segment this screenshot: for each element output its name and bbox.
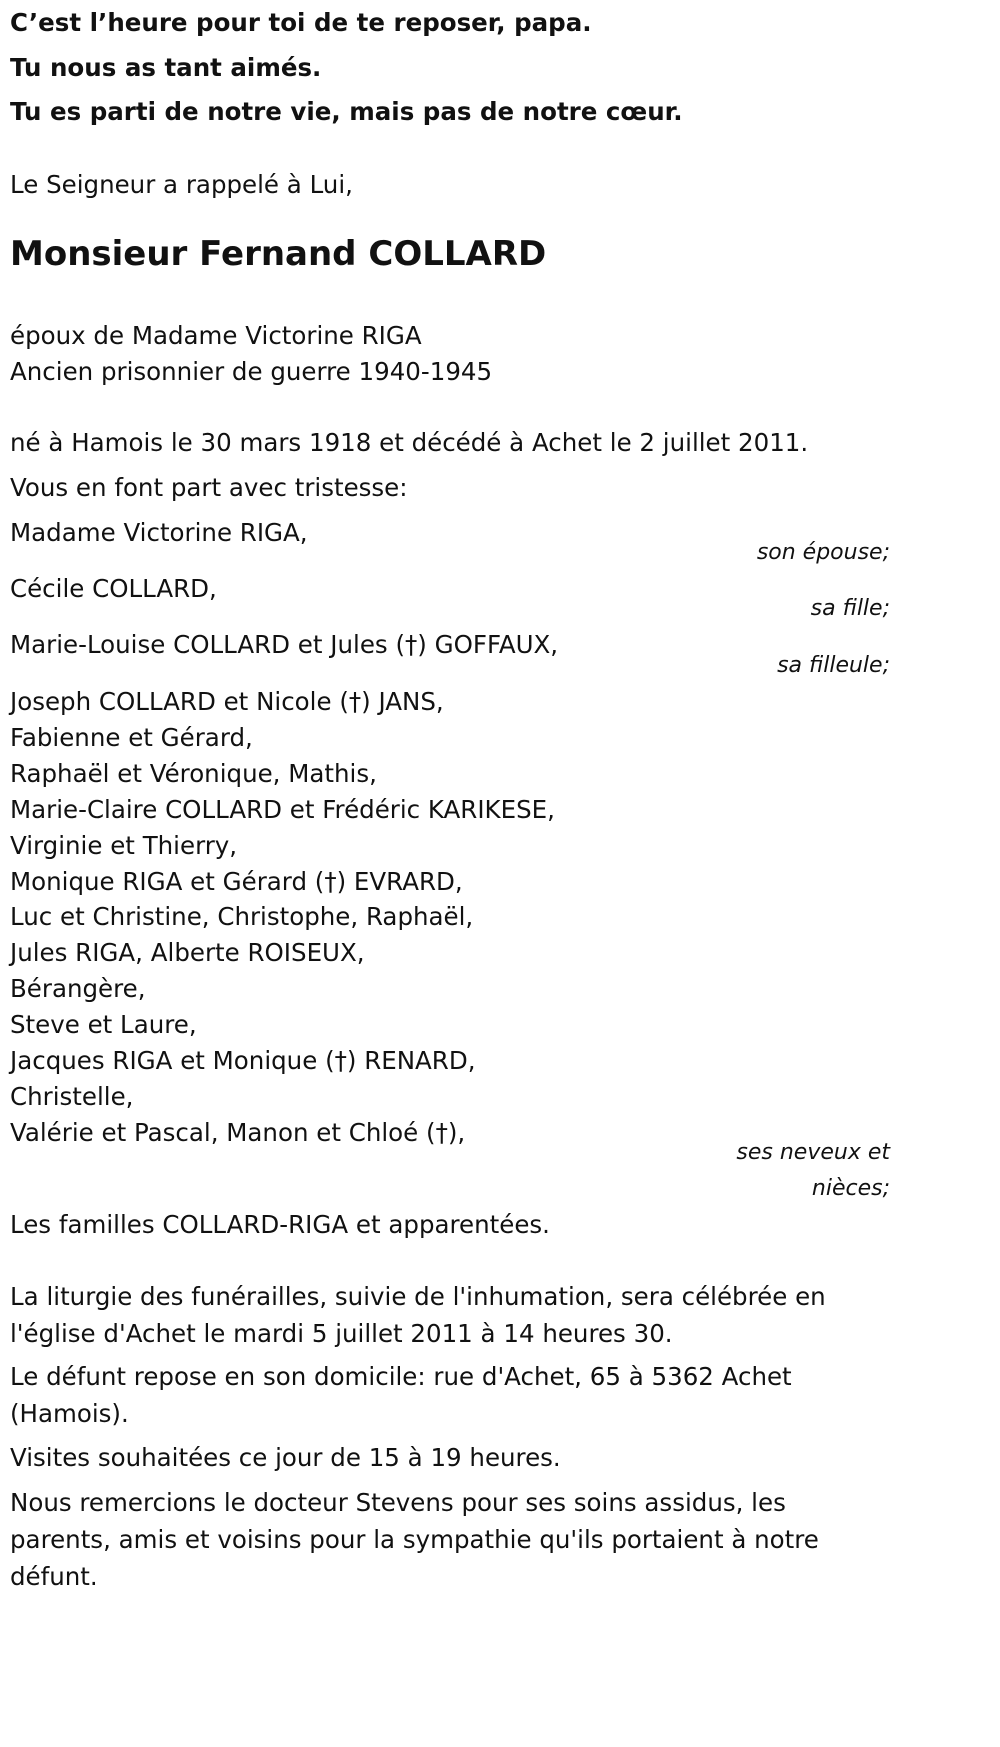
- nephew-line: Christelle,: [10, 1082, 134, 1111]
- nephew-line: Steve et Laure,: [10, 1010, 197, 1039]
- verse-line-1: C’est l’heure pour toi de te reposer, papa.: [10, 8, 592, 37]
- announce-text: Vous en font part avec tristesse:: [10, 473, 408, 502]
- nephew-line: Jules RIGA, Alberte ROISEUX,: [10, 938, 365, 967]
- nephew-line: Jacques RIGA et Monique (†) RENARD,: [10, 1046, 476, 1075]
- nephew-line: Luc et Christine, Christophe, Raphaël,: [10, 902, 474, 931]
- nephews-role-2: nièces;: [811, 1176, 890, 1201]
- daughter-name: Cécile COLLARD,: [10, 574, 217, 603]
- nephew-line: Monique RIGA et Gérard (†) EVRARD,: [10, 867, 463, 896]
- nephews-role-1: ses neveux et: [736, 1140, 890, 1165]
- verse-line-2: Tu nous as tant aimés.: [10, 53, 322, 82]
- visits-text: Visites souhaitées ce jour de 15 à 19 heures.: [10, 1443, 561, 1472]
- detail-prisoner: Ancien prisonnier de guerre 1940-1945: [10, 357, 493, 386]
- nephew-line: Raphaël et Véronique, Mathis,: [10, 759, 377, 788]
- funeral-text: La liturgie des funérailles, suivie de l'inhumation, sera célébrée en l'église d'Achet le mardi 5 juillet 2011 à 14 heures 30.: [10, 1282, 826, 1348]
- thanks-text: Nous remercions le docteur Stevens pour ses soins assidus, les parents, amis et voisins pour la sympathie qu'ils portaient à notre défunt.: [10, 1488, 819, 1591]
- families-text: Les familles COLLARD-RIGA et apparentées.: [10, 1210, 550, 1239]
- rest-text: Le défunt repose en son domicile: rue d'Achet, 65 à 5362 Achet (Hamois).: [10, 1362, 792, 1428]
- nephew-line: Joseph COLLARD et Nicole (†) JANS,: [10, 687, 444, 716]
- spouse-name: Madame Victorine RIGA,: [10, 518, 308, 547]
- nephew-line: Valérie et Pascal, Manon et Chloé (†),: [10, 1118, 466, 1147]
- intro-text: Le Seigneur a rappelé à Lui,: [10, 170, 353, 199]
- spouse-role: son épouse;: [756, 540, 890, 565]
- nephew-line: Virginie et Thierry,: [10, 831, 238, 860]
- verse-line-3: Tu es parti de notre vie, mais pas de notre cœur.: [10, 97, 683, 126]
- goddaughter-role: sa filleule;: [777, 653, 890, 678]
- goddaughter-name: Marie-Louise COLLARD et Jules (†) GOFFAUX,: [10, 630, 559, 659]
- birth-death-text: né à Hamois le 30 mars 1918 et décédé à Achet le 2 juillet 2011.: [10, 428, 809, 457]
- nephew-line: Fabienne et Gérard,: [10, 723, 253, 752]
- nephew-line: Bérangère,: [10, 974, 146, 1003]
- nephew-line: Marie-Claire COLLARD et Frédéric KARIKESE,: [10, 795, 555, 824]
- deceased-name: Monsieur Fernand COLLARD: [10, 234, 547, 274]
- daughter-role: sa fille;: [810, 596, 890, 621]
- detail-spouse: époux de Madame Victorine RIGA: [10, 321, 422, 350]
